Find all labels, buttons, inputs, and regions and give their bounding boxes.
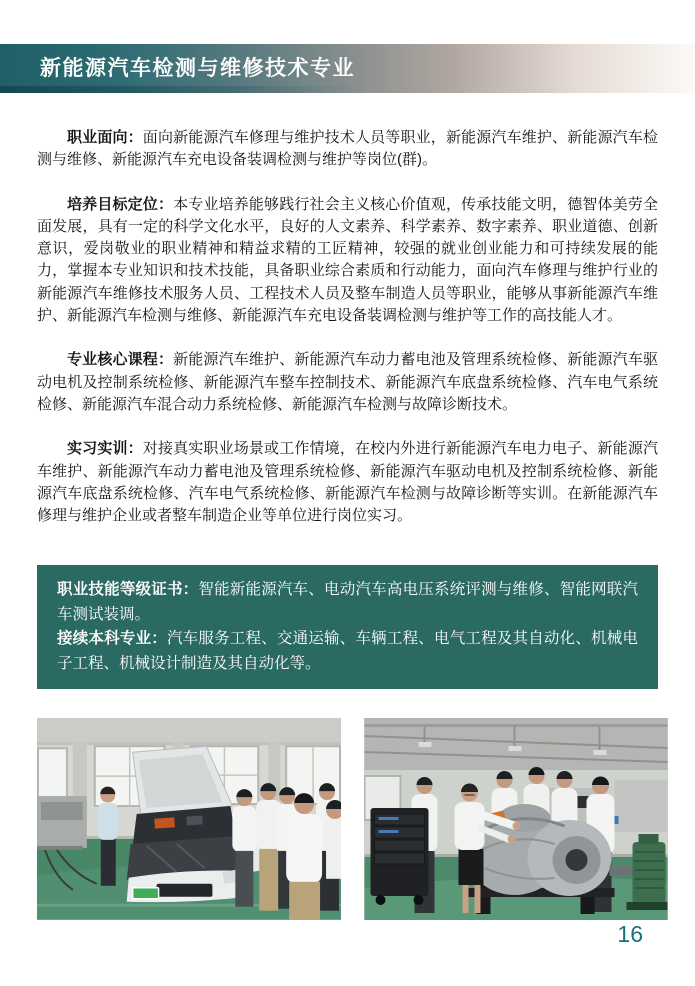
paragraph-text: 本专业培养能够践行社会主义核心价值观，传承技能文明，德智体美劳全面发展，具有一定的科学文化水平，良好的人文素养、科学素养、数字素养、职业道德、创新意识，爱岗敬业的职业精神和精益求精的工匠精神，较强的就业创业能力和可持续发展的能力，掌握本专业知识和技术技能，具备职业综合素质和行动能力，面向汽车修理与维护行业的新能源汽车维修技术服务人员、工程技术人员及整车制造人员等职业，能够从事新能源汽车维护、新能源汽车检测与维修、新能源汽车充电设备装调检测与维护等工作的高技能人才。 bbox=[37, 195, 658, 325]
paragraph-label: 培养目标定位： bbox=[67, 195, 174, 213]
workshop-car-photo-illustration bbox=[37, 718, 341, 920]
paragraph-core-courses bbox=[37, 349, 658, 416]
paragraph-training-objectives bbox=[37, 194, 658, 328]
highlight-bachelor-majors bbox=[57, 627, 638, 676]
body-content bbox=[37, 127, 658, 549]
photo-workshop-car-training bbox=[37, 718, 341, 920]
highlight-text: 汽车服务工程、交通运输、车辆工程、电气工程及其自动化、机械电子工程、机械设计制造及其自动化等。 bbox=[57, 630, 638, 672]
paragraph-label: 职业面向： bbox=[67, 129, 143, 146]
paragraph-text: 对接真实职业场景或工作情境，在校内外进行新能源汽车电力电子、新能源汽车维护、新能源汽车动力蓄电池及管理系统检修、新能源汽车驱动电机及控制系统检修、新能源汽车底盘系统检修、汽车电气系统检修、新能源汽车检测与故障诊断等实训。在新能源汽车修理与维护企业或者整车制造企业等单位进行岗位实习。 bbox=[37, 440, 658, 525]
workshop-gearbox-photo-illustration bbox=[364, 718, 668, 920]
highlight-certificates bbox=[57, 578, 638, 627]
paragraph-text: 新能源汽车维护、新能源汽车动力蓄电池及管理系统检修、新能源汽车驱动电机及控制系统检修、新能源汽车整车控制技术、新能源汽车底盘系统检修、汽车电气系统检修、新能源汽车混合动力系统检修、新能源汽车检测与故障诊断技术。 bbox=[37, 351, 658, 413]
photo-gallery bbox=[37, 718, 668, 920]
tool-cabinet bbox=[371, 808, 429, 905]
paragraph-label: 实习实训： bbox=[67, 440, 143, 458]
paragraph-career-orientation bbox=[37, 127, 658, 172]
page-title: 新能源汽车检测与维修技术专业 bbox=[40, 57, 355, 80]
certificate-highlight-box bbox=[37, 565, 658, 689]
paragraph-label: 专业核心课程： bbox=[67, 351, 174, 369]
highlight-label: 接续本科专业： bbox=[57, 630, 167, 647]
student-group bbox=[232, 783, 341, 920]
green-motor bbox=[627, 834, 668, 910]
paragraph-internship-training bbox=[37, 438, 658, 527]
photo-workshop-gearbox-training bbox=[364, 718, 668, 920]
page-number: 16 bbox=[617, 921, 643, 947]
highlight-text: 智能新能源汽车、电动汽车高电压系统评测与维修、智能网联汽车测试装调。 bbox=[57, 581, 638, 623]
section-header-banner bbox=[0, 44, 695, 93]
highlight-label: 职业技能等级证书： bbox=[57, 581, 199, 598]
paragraph-text: 面向新能源汽车修理与维护技术人员等职业，新能源汽车维护、新能源汽车检测与维修、新能源汽车充电设备装调检测与维护等岗位(群)。 bbox=[37, 129, 658, 169]
